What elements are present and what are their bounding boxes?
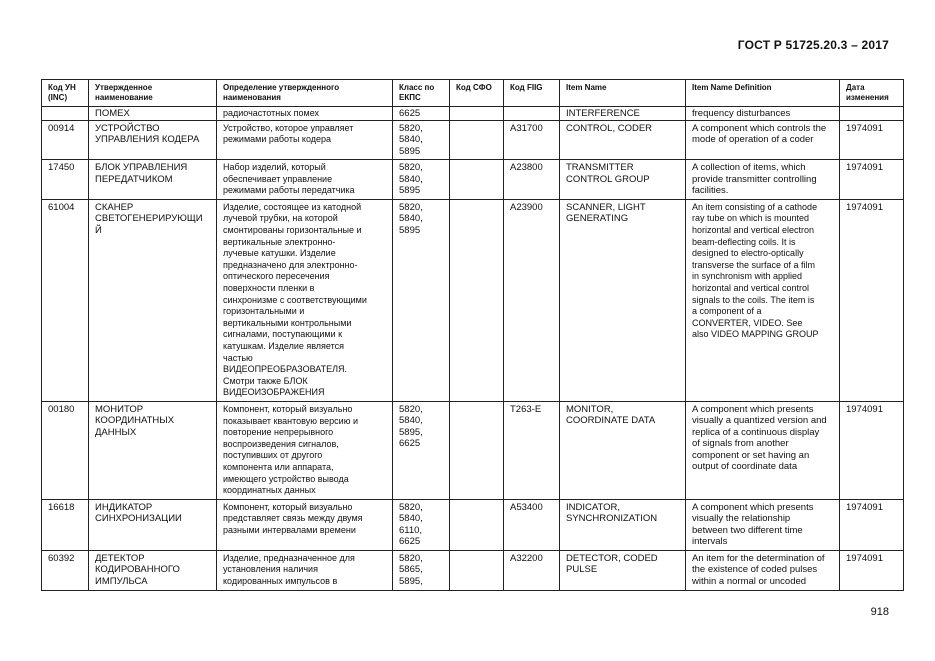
cell-item-def: A component which presents visually the relationship between two different time intervals xyxy=(686,499,840,550)
cell-name-ru: УСТРОЙСТВО УПРАВЛЕНИЯ КОДЕРА xyxy=(89,120,217,160)
cell-def-ru: Компонент, который визуально представляет связь между двумя разными интервалами времени xyxy=(217,499,393,550)
cell-name-ru: СКАНЕР СВЕТОГЕНЕРИРУЮЩИ Й xyxy=(89,199,217,401)
cell-date: 1974091 xyxy=(840,160,904,200)
cell-fiig: A32200 xyxy=(504,550,560,590)
page-number: 918 xyxy=(870,606,889,618)
cell-item-name: SCANNER, LIGHT GENERATING xyxy=(560,199,686,401)
cell-sfo xyxy=(450,160,504,200)
cell-inc: 00914 xyxy=(42,120,89,160)
cell-item-def: An item for the determination of the existence of coded pulses within a normal or uncoded xyxy=(686,550,840,590)
cell-fiig: A23900 xyxy=(504,199,560,401)
cell-item-def: A component which presents visually a quantized version and replica of a continuous display of signals from another component or set having an output of coordinate data xyxy=(686,401,840,499)
cell-item-def: frequency disturbances xyxy=(686,107,840,121)
cell-sfo xyxy=(450,550,504,590)
col-header-def-ru: Определение утвержденного наименования xyxy=(217,80,393,107)
cell-item-def: A component which controls the mode of operation of a coder xyxy=(686,120,840,160)
cell-item-name: INTERFERENCE xyxy=(560,107,686,121)
table-row xyxy=(42,199,904,401)
cell-date: 1974091 xyxy=(840,120,904,160)
col-header-sfo: Код СФО xyxy=(450,80,504,107)
cell-name-ru: ПОМЕХ xyxy=(89,107,217,121)
cell-item-name: INDICATOR, SYNCHRONIZATION xyxy=(560,499,686,550)
cell-sfo xyxy=(450,199,504,401)
cell-def-ru: Изделие, состоящее из катодной лучевой трубки, на которой смонтированы горизонтальные и вертикальные электронно- лучевые катушки. Изделие предназначено для электронно- оптического пересечения поверхности пленки в синхронизме с соответствующими горизонтальными и вертикальными контрольными сигналами, поступающими к катушкам. Изделие является частью ВИДЕОПРЕОБРАЗОВАТЕЛЯ. Смотри также БЛОК ВИДЕОИЗОБРАЖЕНИЯ xyxy=(217,199,393,401)
cell-name-ru: ИНДИКАТОР СИНХРОНИЗАЦИИ xyxy=(89,499,217,550)
cell-inc: 16618 xyxy=(42,499,89,550)
cell-fiig xyxy=(504,107,560,121)
cell-name-ru: БЛОК УПРАВЛЕНИЯ ПЕРЕДАТЧИКОМ xyxy=(89,160,217,200)
col-header-inc: Код УН (INC) xyxy=(42,80,89,107)
gost-classification-table xyxy=(41,79,904,591)
cell-name-ru: ДЕТЕКТОР КОДИРОВАННОГО ИМПУЛЬСА xyxy=(89,550,217,590)
table-header-row xyxy=(42,80,904,107)
cell-item-name: DETECTOR, CODED PULSE xyxy=(560,550,686,590)
cell-item-def: An item consisting of a cathode ray tube on which is mounted horizontal and vertical electron beam-deflecting coils. It is designed to electro-optically transverse the surface of a film in synchronism with applied horizontal and vertical control signals to the coils. The item is a component of a CONVERTER, VIDEO. See also VIDEO MAPPING GROUP xyxy=(686,199,840,401)
cell-def-ru: Набор изделий, который обеспечивает управление режимами работы передатчика xyxy=(217,160,393,200)
col-header-date: Дата изменения xyxy=(840,80,904,107)
cell-fiig: T263-E xyxy=(504,401,560,499)
table-row xyxy=(42,499,904,550)
cell-date xyxy=(840,107,904,121)
cell-sfo xyxy=(450,499,504,550)
cell-sfo xyxy=(450,107,504,121)
cell-date: 1974091 xyxy=(840,550,904,590)
cell-def-ru: Устройство, которое управляет режимами работы кодера xyxy=(217,120,393,160)
cell-fiig: A31700 xyxy=(504,120,560,160)
cell-fiig: A23800 xyxy=(504,160,560,200)
cell-item-def: A collection of items, which provide transmitter controlling facilities. xyxy=(686,160,840,200)
table-row xyxy=(42,160,904,200)
cell-class: 5820, 5840, 5895 xyxy=(393,160,450,200)
cell-class: 5820, 5840, 5895 xyxy=(393,120,450,160)
cell-def-ru: радиочастотных помех xyxy=(217,107,393,121)
cell-class: 6625 xyxy=(393,107,450,121)
cell-inc: 61004 xyxy=(42,199,89,401)
col-header-item-def: Item Name Definition xyxy=(686,80,840,107)
cell-date: 1974091 xyxy=(840,401,904,499)
col-header-fiig: Код FIIG xyxy=(504,80,560,107)
table-row xyxy=(42,107,904,121)
table-row xyxy=(42,120,904,160)
cell-def-ru: Изделие, предназначенное для установления наличия кодированных импульсов в xyxy=(217,550,393,590)
document-code: ГОСТ Р 51725.20.3 – 2017 xyxy=(737,38,889,52)
cell-class: 5820, 5865, 5895, xyxy=(393,550,450,590)
col-header-name-ru: Утвержденное наименование xyxy=(89,80,217,107)
cell-class: 5820, 5840, 5895 xyxy=(393,199,450,401)
cell-name-ru: МОНИТОР КООРДИНАТНЫХ ДАННЫХ xyxy=(89,401,217,499)
table-row xyxy=(42,401,904,499)
cell-item-name: CONTROL, CODER xyxy=(560,120,686,160)
cell-class: 5820, 5840, 6110, 6625 xyxy=(393,499,450,550)
cell-inc: 60392 xyxy=(42,550,89,590)
cell-sfo xyxy=(450,401,504,499)
cell-sfo xyxy=(450,120,504,160)
cell-item-name: MONITOR, COORDINATE DATA xyxy=(560,401,686,499)
cell-date: 1974091 xyxy=(840,499,904,550)
cell-inc: 17450 xyxy=(42,160,89,200)
cell-inc: 00180 xyxy=(42,401,89,499)
cell-item-name: TRANSMITTER CONTROL GROUP xyxy=(560,160,686,200)
col-header-item-name: Item Name xyxy=(560,80,686,107)
col-header-class: Класс по ЕКПС xyxy=(393,80,450,107)
cell-class: 5820, 5840, 5895, 6625 xyxy=(393,401,450,499)
cell-inc xyxy=(42,107,89,121)
cell-fiig: A53400 xyxy=(504,499,560,550)
cell-def-ru: Компонент, который визуально показывает квантовую версию и повторение непрерывного воспроизведения сигналов, поступивших от другого компонента или аппарата, имеющего устройство вывода координатных данных xyxy=(217,401,393,499)
cell-date: 1974091 xyxy=(840,199,904,401)
table-row xyxy=(42,550,904,590)
